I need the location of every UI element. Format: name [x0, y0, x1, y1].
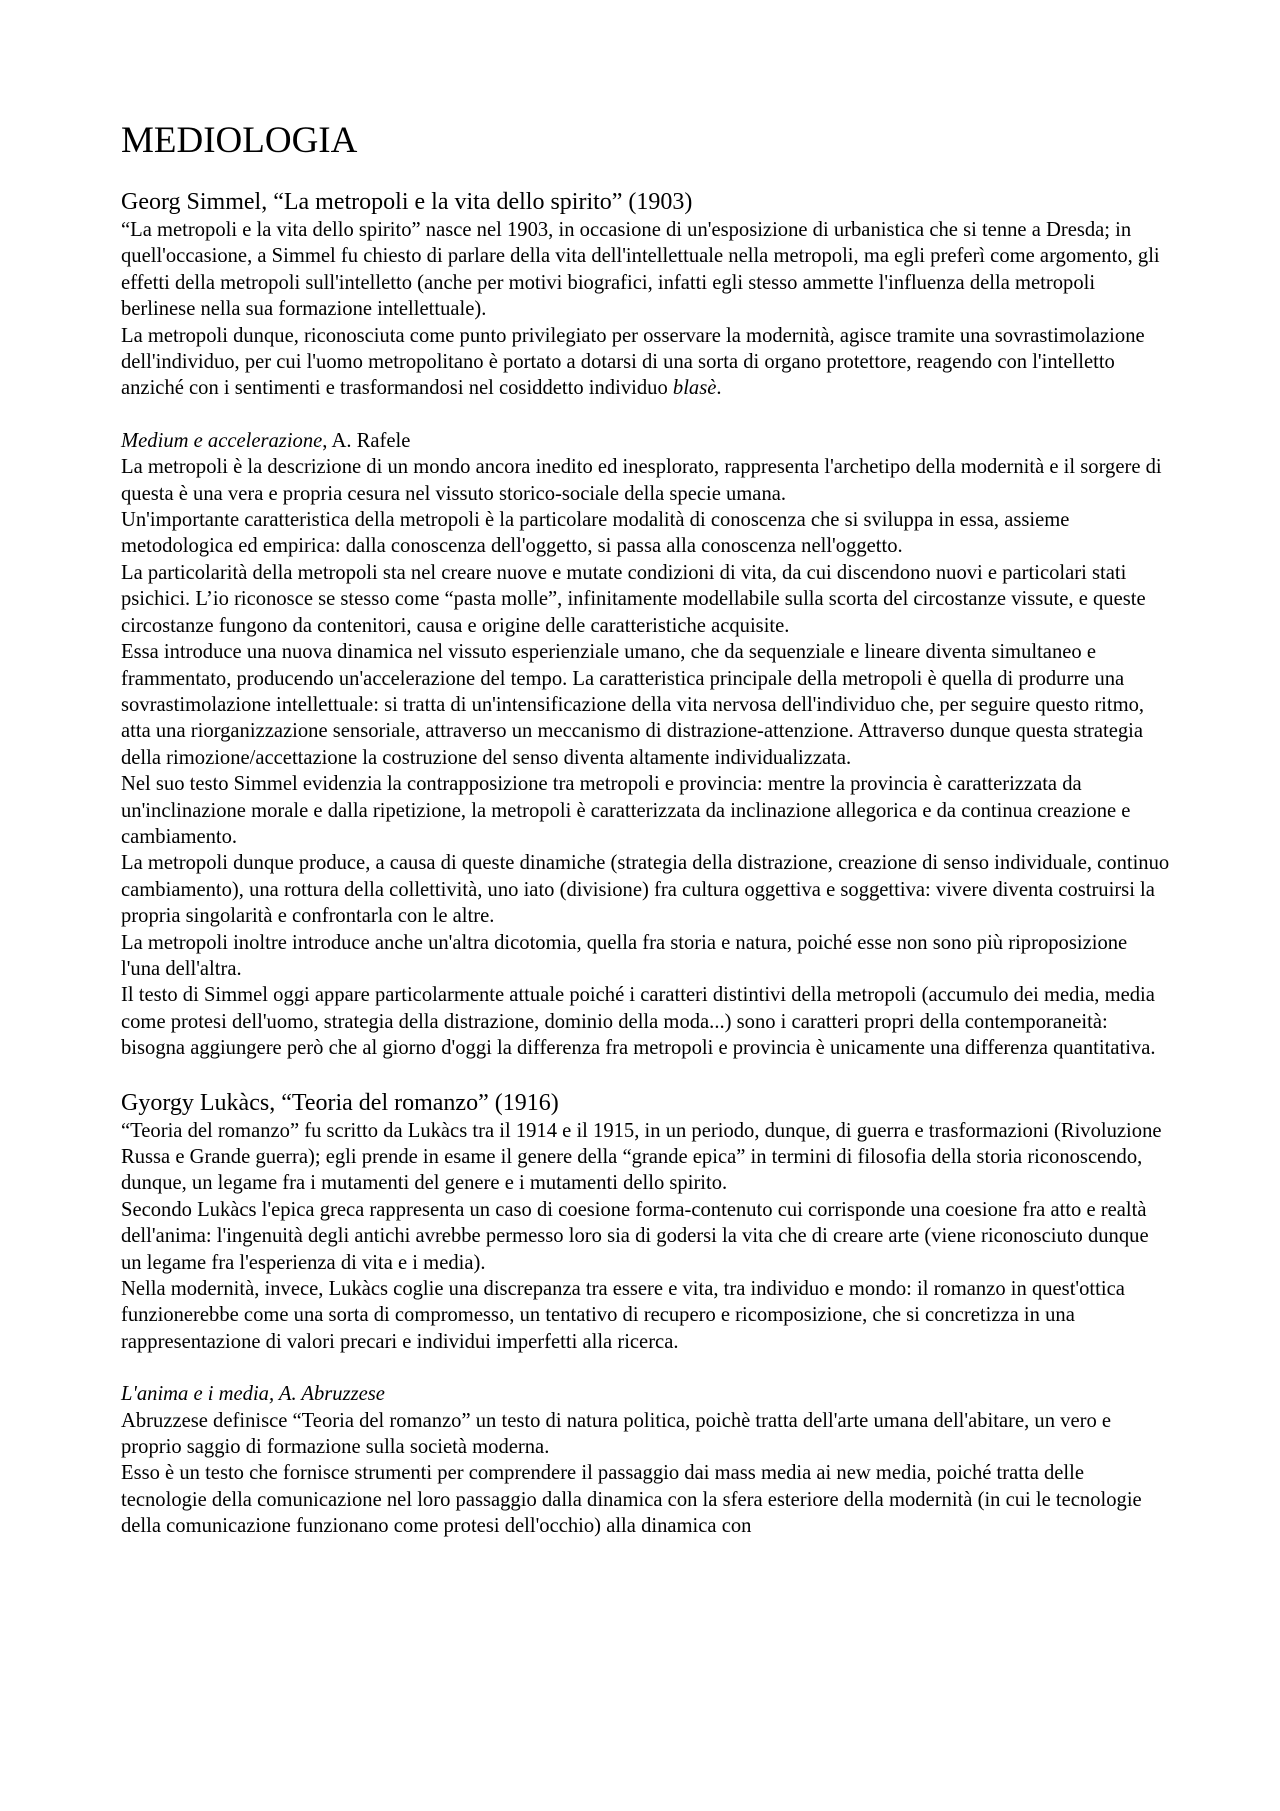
paragraph: “Teoria del romanzo” fu scritto da Lukàcs tra il 1914 e il 1915, in un periodo, dunque, di guerra e trasformazioni (Rivoluzione Russa e Grande guerra); egli prende in esame il genere della “grande epica” in termini di filosofia della storia riconoscendo, dunque, un legame fra i mutamenti del genere e i mutamenti dello spirito. — [121, 1119, 1162, 1195]
paragraph: Secondo Lukàcs l'epica greca rappresenta un caso di coesione forma-contenuto cui corrisponde una coesione fra atto e realtà dell'anima: l'ingenuità degli antichi avrebbe permesso loro sia di godersi la vita che di creare arte (viene riconosciuto dunque un legame fra l'esperienza di vita e i media). — [121, 1198, 1149, 1274]
paragraph: Essa introduce una nuova dinamica nel vissuto esperienziale umano, che da sequenziale e lineare diventa simultaneo e frammentato, producendo un'accelerazione del tempo. La caratteristica principale della metropoli è quella di produrre una sovrastimolazione intellettuale: si tratta di un'intensificazione della vita nervosa dell'individuo che, per seguire questo ritmo, atta una riorganizzazione sensoriale, attraverso un meccanismo di distrazione-attenzione. Attraverso dunque questa strategia della rimozione/accettazione la costruzione del senso diventa altamente individualizzata. — [121, 641, 1145, 769]
section-heading-abruzzese — [121, 1381, 1171, 1407]
paragraph: La metropoli inoltre introduce anche un'altra dicotomia, quella fra storia e natura, poiché esse non sono più riproposizione l'una dell'altra. — [121, 931, 1128, 980]
paragraph: Abruzzese definisce “Teoria del romanzo” un testo di natura politica, poichè tratta dell'arte umana dell'abitare, un vero e proprio saggio di formazione sulla società moderna. — [121, 1409, 1112, 1459]
section-heading-lukacs: Gyorgy Lukàcs, “Teoria del romanzo” (1916) — [121, 1089, 559, 1116]
paragraph: Un'importante caratteristica della metropoli è la particolare modalità di conoscenza che si sviluppa in essa, assieme metodologica ed empirica: dalla conoscenza dell'oggetto, si passa alla conoscenza nell'oggetto. — [121, 509, 1070, 558]
italic-term: blasè — [672, 377, 717, 400]
paragraph: La metropoli dunque produce, a causa di queste dinamiche (strategia della distrazione, creazione di senso individuale, continuo cambiamento), una rottura della collettività, uno iato (divisione) fra cultura oggettiva e soggettiva: vivere diventa costruirsi la propria singolarità e confrontarla con le altre. — [121, 852, 1170, 928]
paragraph: Il testo di Simmel oggi appare particolarmente attuale poiché i caratteri distintivi della metropoli (accumulo dei media, media come protesi dell'uomo, strategia della distrazione, dominio della moda...) sono i caratteri propri della contemporaneità: bisogna aggiungere però che al giorno d'oggi la differenza fra metropoli e provincia è unicamente una differenza quantitativa. — [121, 984, 1156, 1060]
paragraph: Nella modernità, invece, Lukàcs coglie una discrepanza tra essere e vita, tra individuo e mondo: il romanzo in quest'ottica funzionerebbe come una sorta di compromesso, un tentativo di recupero e ricomposizione, che si concretizza in una rappresentazione di valori precari e individui imperfetti alla ricerca. — [121, 1278, 1125, 1353]
paragraph: “La metropoli e la vita dello spirito” nasce nel 1903, in occasione di un'esposizione di urbanistica che si tenne a Dresda; in quell'occasione, a Simmel fu chiesto di parlare della vita dell'intellettuale nella metropoli, ma egli preferì come argomento, gli effetti della metropoli sull'intelletto (anche per motivi biografici, infatti egli stesso ammette l'influenza della metropoli berlinese nella sua formazione intellettuale). — [121, 219, 1160, 321]
paragraph: Nel suo testo Simmel evidenzia la contrapposizione tra metropoli e provincia: mentre la provincia è caratterizzata da un'inclinazione morale e dalla ripetizione, la metropoli è caratterizzata da inclinazione allegorica e da continua creazione e cambiamento. — [121, 773, 1131, 848]
section-heading-rafele — [121, 428, 1171, 454]
document-page — [121, 119, 1171, 1540]
paragraph: La metropoli è la descrizione di un mondo ancora inedito ed inesplorato, rappresenta l'archetipo della modernità e il sorgere di questa è una vera e propria cesura nel vissuto storico-sociale della specie umana. — [121, 456, 1162, 505]
paragraph: La metropoli dunque, riconosciuta come punto privilegiato per osservare la modernità, agisce tramite una sovrastimolazione dell'individuo, per cui l'uomo metropolitano è portato a dotarsi di una sorta di organo protettore, reagendo con l'intelletto anziché con i sentimenti e trasformandosi nel cosiddetto individuo blasè. — [121, 324, 1145, 400]
paragraph: La particolarità della metropoli sta nel creare nuove e mutate condizioni di vita, da cui discendono nuovi e particolari stati psichici. L’io riconosce se stesso come “pasta molle”, infinitamente modellabile sulla scorta del circostanze vissute, e queste circostanze fungono da contenitori, causa e origine delle caratteristiche acquisite. — [121, 561, 1146, 637]
book-title: Medium e accelerazione — [121, 429, 323, 452]
book-author: , A. Rafele — [322, 429, 411, 452]
document-title: MEDIOLOGIA — [121, 120, 358, 161]
book-title: L'anima e i media, A. Abruzzese — [121, 1383, 385, 1406]
section-heading-simmel: Georg Simmel, “La metropoli e la vita dello spirito” (1903) — [121, 189, 693, 215]
paragraph: Esso è un testo che fornisce strumenti per comprendere il passaggio dai mass media ai new media, poiché tratta delle tecnologie della comunicazione nel loro passaggio dalla dinamica con la sfera esteriore della modernità (in cui le tecnologie della comunicazione funzionano come protesi dell'occhio) alla dinamica con — [121, 1462, 1142, 1538]
